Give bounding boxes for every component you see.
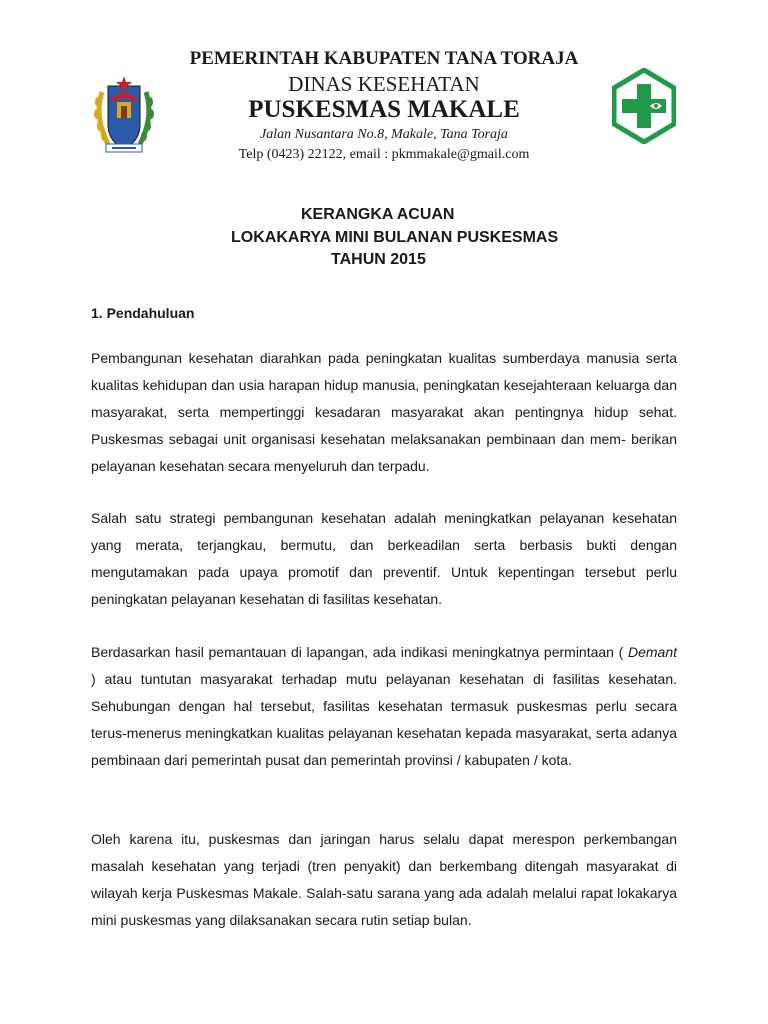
address: Jalan Nusantara No.8, Makale, Tana Toraja (260, 127, 508, 142)
institution-name: PUSKESMAS MAKALE (248, 96, 520, 123)
paragraph-4: Oleh karena itu, puskesmas dan jaringan harus selalu dapat merespon perkembangan masalah kesehatan yang terjadi (tren penyakit) dan berkembang ditengah masyarakat di wilayah kerja Puskesmas Makale. Salah-satu sarana yang ada adalah melalui rapat lokakarya mini puskesmas yang dilaksanakan secara rutin setiap bulan. (91, 831, 677, 928)
paragraph-3 (91, 639, 677, 774)
contact-info: Telp (0423) 22122, email : pkmmakale@gmail.com (238, 147, 530, 162)
letterhead (0, 0, 768, 180)
paragraph-1: Pembangunan kesehatan diarahkan pada peningkatan kualitas sumberdaya manusia serta kualitas kehidupan dan usia harapan hidup manusia, peningkatan kesejahteraan keluarga dan masyarakat, serta mempertinggi kesadaran masyarakat akan pentingnya hidup sehat. Puskesmas sebagai unit organisasi kesehatan melaksanakan pembinaan dan mem- berikan pelayanan kesehatan secara menyeluruh dan terpadu. (91, 350, 677, 474)
government-name: PEMERINTAH KABUPATEN TANA TORAJA (189, 48, 579, 69)
document-title: KERANGKA ACUAN (301, 206, 455, 223)
puskesmas-logo-icon (612, 68, 676, 144)
paragraph-3-text-end: ) atau tuntutan masyarakat terhadap mutu pelayanan kesehatan di fasilitas kesehatan. Sehubungan dengan hal tersebut, fasilitas kesehatan termasuk puskesmas perlu secara terus-menerus meningkatkan kualitas pelayanan kesehatan kepada masyarakat, serta adanya pembinaan dari pemerintah pusat dan pemerintah provinsi / kabupaten / kota. (91, 671, 677, 768)
section-heading: 1. Pendahuluan (91, 305, 195, 321)
paragraph-2: Salah satu strategi pembangunan kesehatan adalah meningkatkan pelayanan kesehatan yang merata, terjangkau, bermutu, dan berkeadilan serta berbasis bukti dengan mengutamakan pada upaya promotif dan preventif. Untuk kepentingan tersebut perlu peningkatan pelayanan kesehatan di fasilitas kesehatan. (91, 510, 677, 607)
document-year: TAHUN 2015 (331, 251, 426, 268)
paragraph-3-text-start: Berdasarkan hasil pemantauan di lapangan, ada indikasi meningkatnya permintaan ( (91, 644, 628, 660)
document-subtitle: LOKAKARYA MINI BULANAN PUSKESMAS (231, 229, 559, 246)
agency-name: DINAS KESEHATAN (288, 72, 480, 96)
paragraph-3-emphasis: Demant (627, 644, 677, 660)
